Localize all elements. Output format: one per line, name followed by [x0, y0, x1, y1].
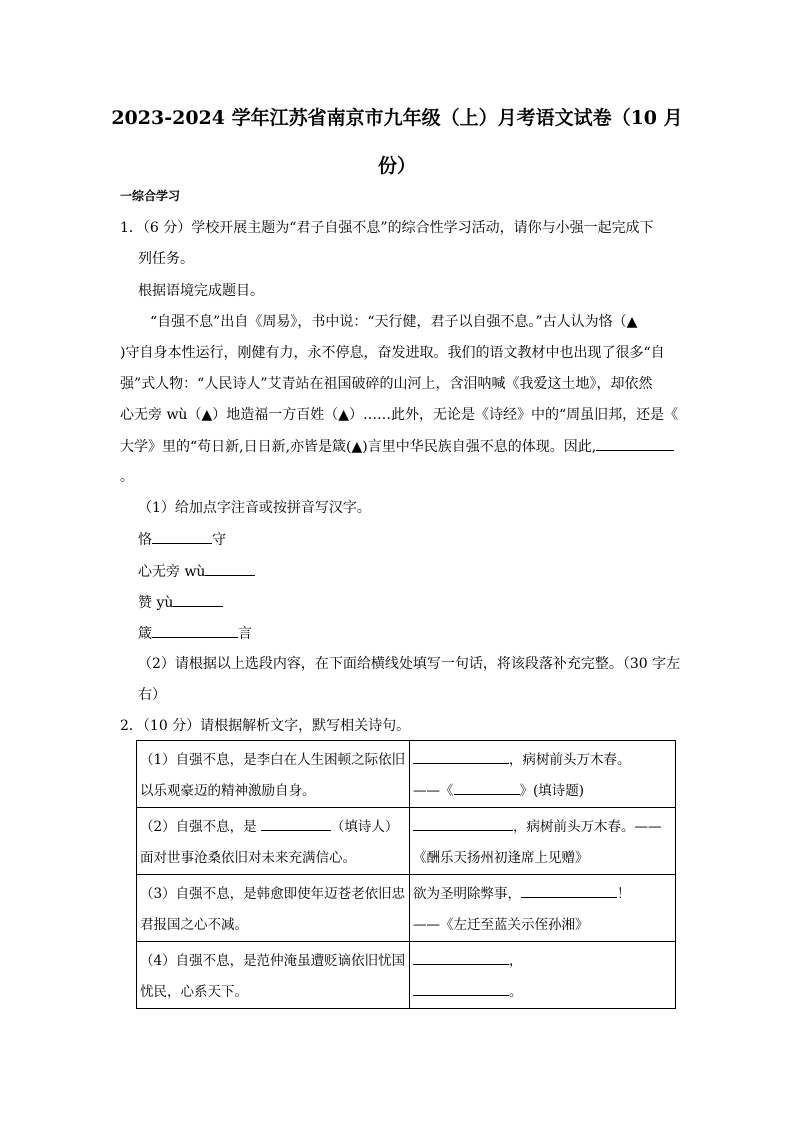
q1-passage-line-2: )守自身本性运行，刚健有力，永不停息，奋发进取。我们的语文教材中也出现了很多“自 [120, 345, 665, 361]
q2-row-4-text-2: 。 [509, 984, 523, 1000]
q2-row-1-prompt-line-2: 以乐观豪迈的精神激励自身。 [140, 783, 316, 799]
q2-row-1-answer-line-1 [413, 745, 672, 776]
q2-row-3-prompt [137, 875, 410, 942]
q2-row-4-prompt-line-2: 忧民，心系天下。 [140, 984, 248, 1000]
q1-item-3 [138, 592, 223, 613]
section-heading: 一综合学习 [120, 189, 181, 203]
q1-passage-line-1: “自强不息”出自《周易》，书中说：“天行健，君子以自强不息。”古人认为恪（▲ [150, 314, 638, 330]
q2-row-2-text-2: 《酬乐天扬州初逢席上见赠》 [413, 850, 589, 866]
q1-item-4 [138, 623, 252, 644]
q1-passage-line-5 [120, 436, 674, 457]
q1-item-3-pre: 赞 yù [138, 595, 174, 611]
table-row [137, 875, 676, 942]
table-row [137, 942, 676, 1009]
q1-heading-line-2: 列任务。 [138, 251, 194, 267]
q2-row-3-text-3: ——《左迁至蓝关示侄孙湘》 [413, 917, 589, 933]
q2-row-3-answer-line-1 [413, 879, 672, 910]
q2-row-3-text-2: ！ [617, 886, 631, 902]
q2-row-2-text-1: ，病树前头万木春。—— [513, 819, 662, 835]
q2-row-2-answer [410, 808, 676, 875]
q2-row-3-prompt-line-2: 君报国之心不减。 [140, 917, 248, 933]
q1-sub-question-2-line-1: （2）请根据以上选段内容，在下面给横线处填写一句话，将该段落补充完整。（30 字左 [138, 656, 681, 672]
q2-row-1-prompt [137, 741, 410, 808]
q2-row-2-answer-line-1 [413, 812, 672, 843]
q2-row-2-prompt-pre: （2）自强不息，是 [140, 819, 257, 835]
q1-passage-text: 大学》里的“苟日新,日日新,亦皆是箴(▲)言里中华民族自强不息的体现。因此, [120, 439, 597, 455]
q2-row-3-text-1: 欲为圣明除弊事， [413, 886, 521, 902]
table-row [137, 741, 676, 808]
q2-row-4-answer-line-1 [413, 946, 672, 977]
q2-row-2-blank-1[interactable] [413, 816, 513, 831]
q2-row-2-prompt [137, 808, 410, 875]
q2-row-2-prompt-line-2: 面对世事沧桑依旧对未来充满信心。 [140, 850, 356, 866]
q2-row-1-blank-2[interactable] [454, 780, 520, 795]
q1-sub-question-1: （1）给加点字注音或按拼音写汉字。 [138, 500, 371, 516]
q2-row-1-answer-line-2 [413, 776, 672, 807]
q2-table [136, 740, 676, 1009]
title-line-1: 2023-2024 学年江苏省南京市九年级（上）月考语文试卷（10 月 [111, 107, 683, 129]
q2-row-1-prompt-line-1: （1）自强不息，是李白在人生困顿之际依旧 [140, 752, 406, 768]
q2-heading: 2．（10 分）请根据解析文字，默写相关诗句。 [120, 718, 411, 734]
q1-sub-question-2-line-2: 右） [138, 687, 166, 703]
q2-row-3-blank-1[interactable] [521, 883, 617, 898]
q1-item-2-pre: 心无旁 wù [138, 564, 206, 580]
q2-row-2-poet-blank[interactable] [261, 816, 331, 831]
q1-item-3-blank[interactable] [173, 592, 223, 607]
q2-row-4-blank-2[interactable] [413, 981, 509, 996]
q2-row-1-text-1: ，病树前头万木春。 [509, 752, 631, 768]
q1-item-2 [138, 561, 255, 582]
q2-row-2-prompt-line-1 [140, 812, 406, 843]
q1-passage-answer-blank[interactable] [596, 436, 674, 451]
q1-item-1 [138, 529, 226, 550]
q1-passage-line-3: 强”式人物：“人民诗人”艾青站在祖国破碎的山河上，含泪呐喊《我爱这土地》，却依然 [120, 376, 653, 392]
q2-row-4-blank-1[interactable] [413, 950, 509, 965]
q1-item-4-post: 言 [238, 626, 252, 642]
q2-row-3-prompt-line-1: （3）自强不息，是韩愈即使年迈苍老依旧忠 [140, 886, 406, 902]
q2-row-2-prompt-post: （填诗人） [330, 819, 399, 835]
q2-row-4-answer [410, 942, 676, 1009]
q2-row-1-answer [410, 741, 676, 808]
q1-heading-line-1: 1．（6 分）学校开展主题为“君子自强不息”的综合性学习活动，请你与小强一起完成下 [120, 220, 654, 236]
q1-item-1-post: 守 [212, 532, 226, 548]
q1-item-4-pre: 箴 [138, 626, 152, 642]
q2-row-4-text-1: ， [509, 953, 523, 969]
exam-title [100, 94, 694, 190]
q2-row-4-prompt-line-1: （4）自强不息，是范仲淹虽遭贬谪依旧忧国 [140, 953, 406, 969]
q2-row-4-answer-line-2 [413, 977, 672, 1008]
q1-item-1-pre: 恪 [138, 532, 152, 548]
q1-item-1-blank[interactable] [152, 529, 212, 544]
q1-passage-end: 。 [120, 469, 134, 485]
q1-item-2-blank[interactable] [205, 561, 255, 576]
q1-item-4-blank[interactable] [152, 623, 238, 638]
q2-row-1-text-3: 》(填诗题) [519, 783, 585, 799]
title-line-2: 份） [377, 155, 416, 177]
q1-instruction: 根据语境完成题目。 [138, 283, 264, 299]
q1-passage-line-4: 心无旁 wù（▲）地造福一方百姓（▲）……此外，无论是《诗经》中的“周虽旧邦，还是《 [120, 407, 679, 423]
q2-row-3-answer [410, 875, 676, 942]
q2-row-1-text-2: ——《 [413, 783, 454, 799]
q2-row-1-blank-1[interactable] [413, 749, 509, 764]
table-row [137, 808, 676, 875]
q2-row-4-prompt [137, 942, 410, 1009]
